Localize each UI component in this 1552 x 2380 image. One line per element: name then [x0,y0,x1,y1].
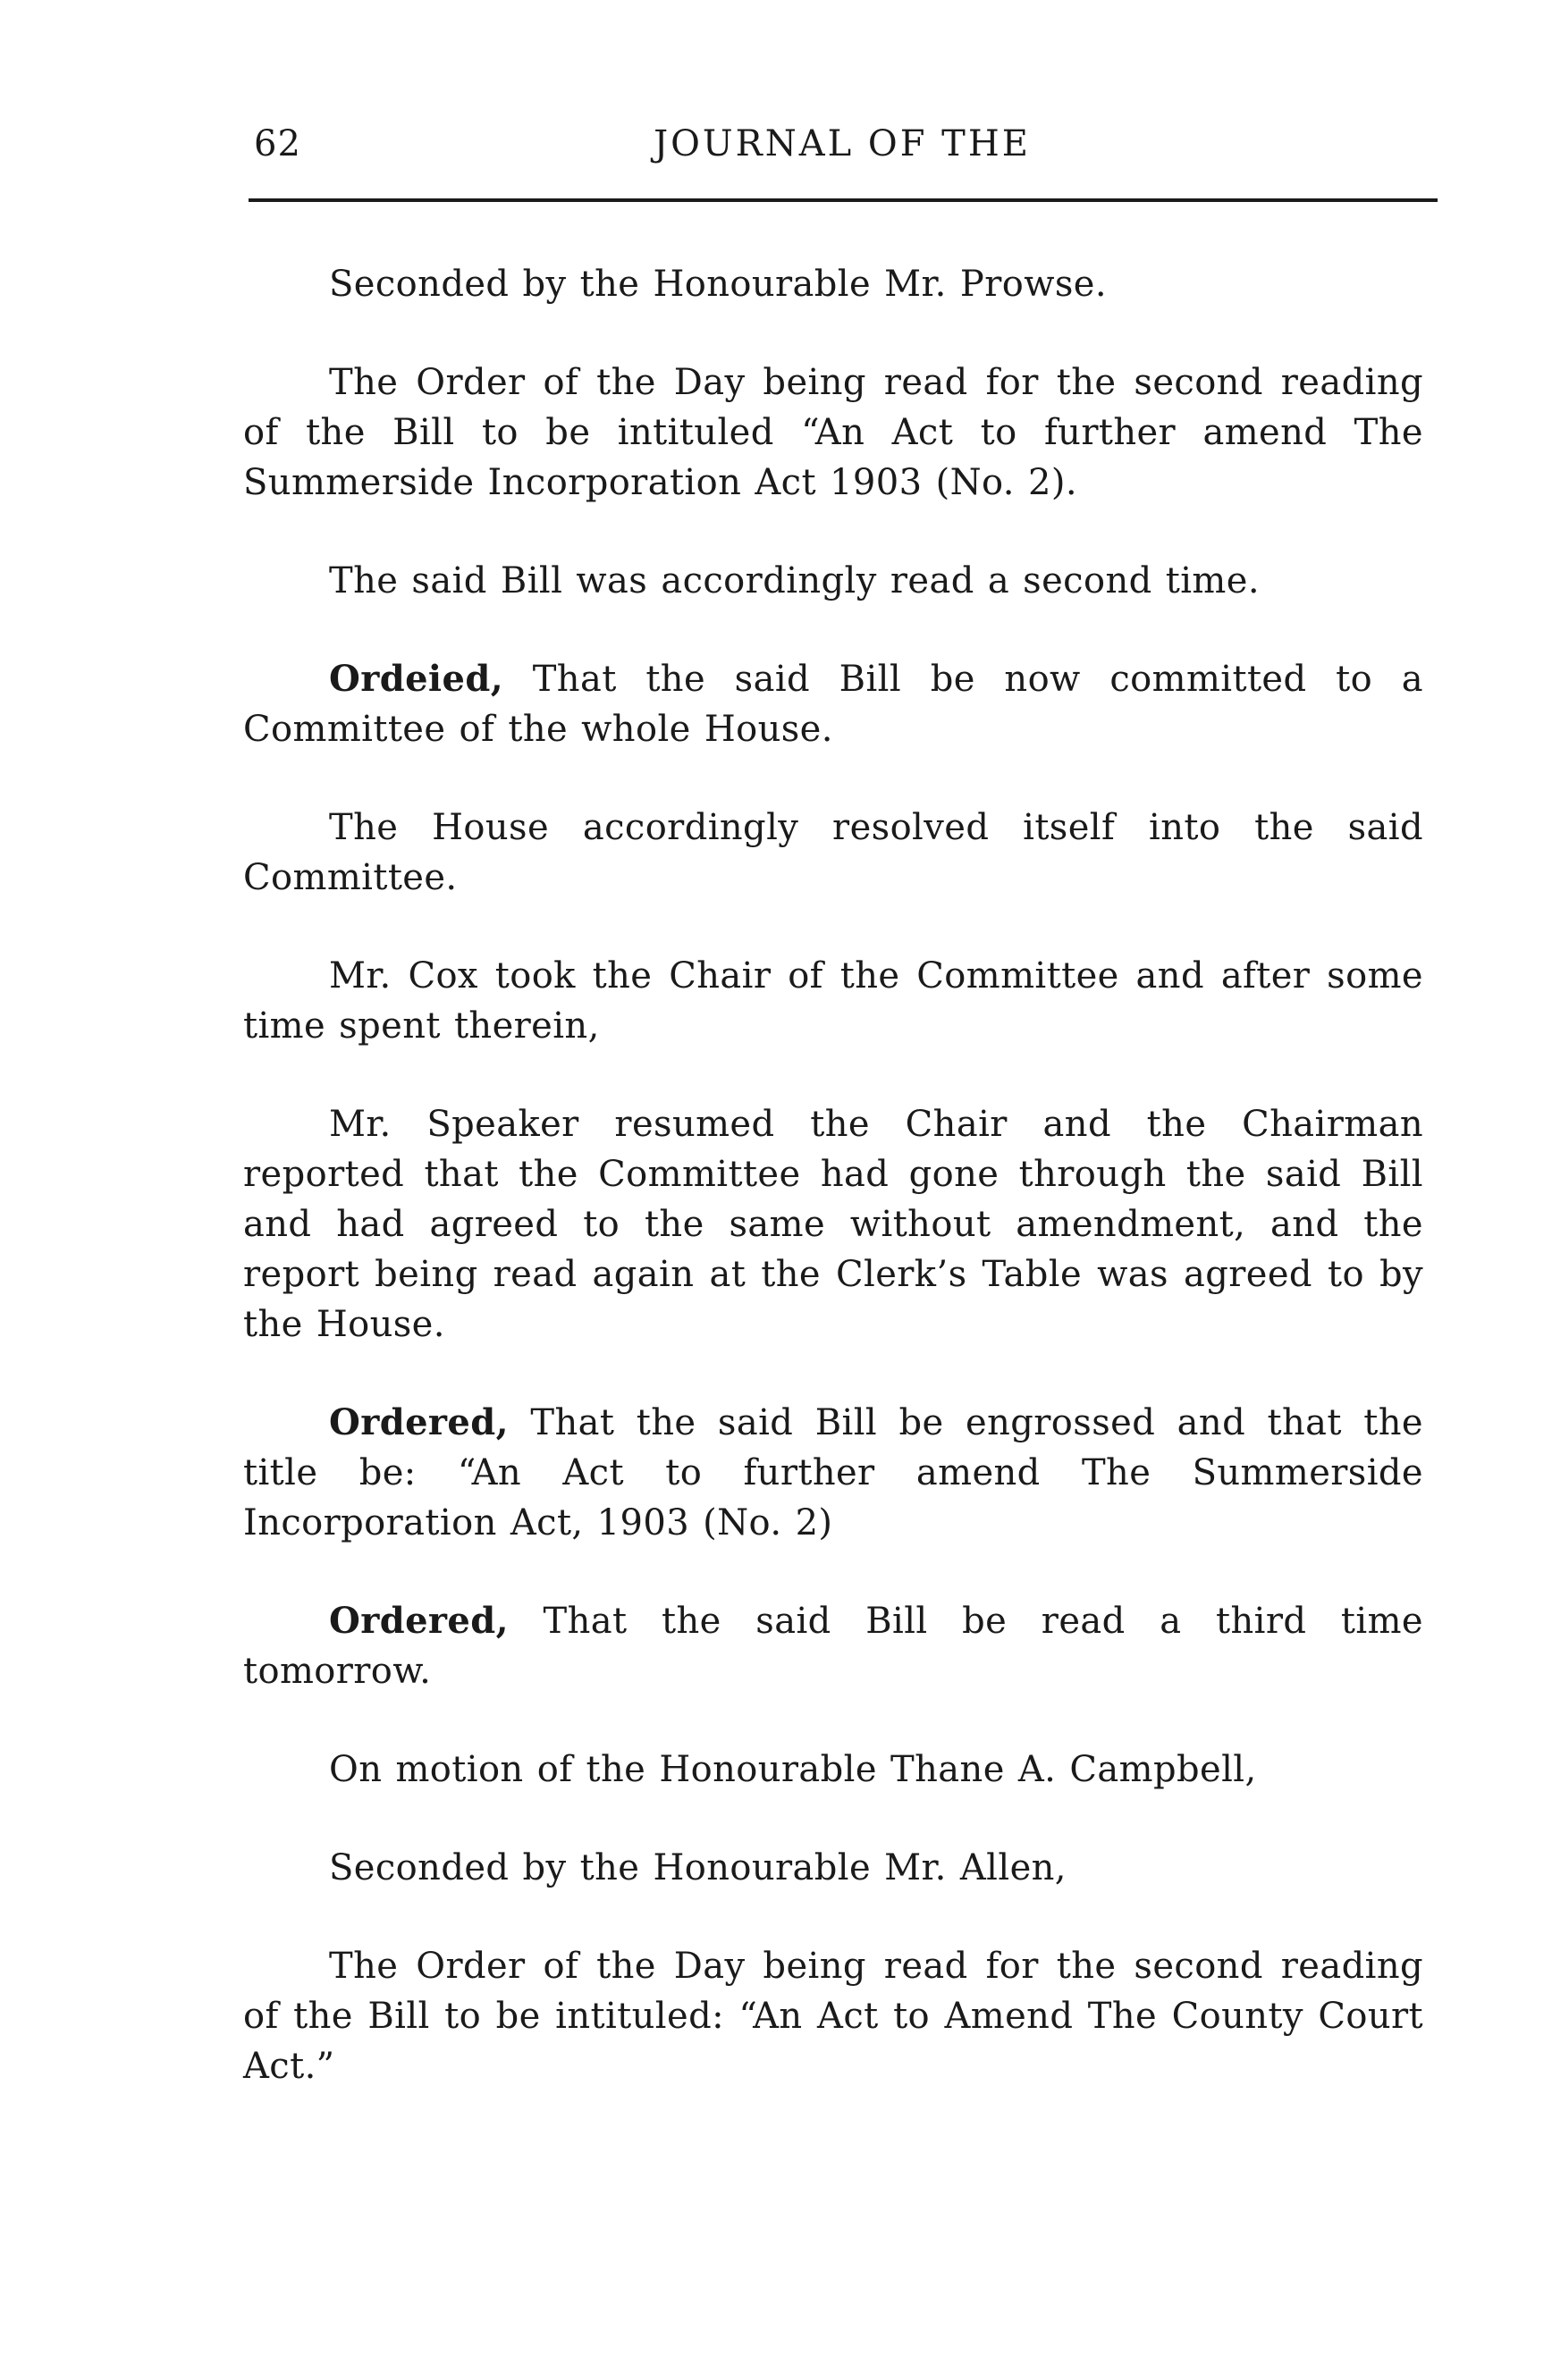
paragraph-text: That the said Bill be now committed to a Committee of the whole House. [243,659,1423,750]
paragraph-ordered-engrossed [243,1398,1423,1548]
paragraph-lead: Ordered, [329,1600,509,1642]
header-rule [249,198,1438,202]
paragraph-ordered-third-reading [243,1596,1423,1696]
paragraph-second-reading [243,556,1423,606]
paragraph-text: Mr. Speaker resumed the Chair and the Chairman reported that the Committee had gone through the said Bill and had agreed to the same without amendment, and the report being read again at the Clerk’s Table was agreed to by the House. [243,1104,1423,1345]
paragraph-lead: Ordeied, [329,658,504,700]
page-number: 62 [254,123,301,164]
paragraph-order-of-day-summerside [243,357,1423,508]
journal-body [243,259,1423,2140]
paragraph-motion-campbell [243,1745,1423,1795]
paragraph-text: Seconded by the Honourable Mr. Allen, [329,1847,1067,1888]
paragraph-text: Seconded by the Honourable Mr. Prowse. [329,264,1107,305]
paragraph-order-of-day-county-court [243,1941,1423,2091]
paragraph-seconded-prowse [243,259,1423,309]
paragraph-text: The Order of the Day being read for the second reading of the Bill to be intituled “An Act to further amend The Summerside Incorporation Act 1903 (No. 2). [243,362,1423,503]
paragraph-text: Mr. Cox took the Chair of the Committee and after some time spent therein, [243,955,1423,1047]
paragraph-text: The House accordingly resolved itself into the said Committee. [243,807,1423,898]
paragraph-text: The Order of the Day being read for the second reading of the Bill to be intituled: “An Act to Amend The County Court Act.” [243,1946,1423,2087]
running-head: JOURNAL OF THE [654,123,1031,164]
paragraph-text: That the said Bill be read a third time tomorrow. [243,1601,1423,1692]
paragraph-ordered-committed [243,654,1423,754]
page-header [243,123,1441,177]
paragraph-house-resolved [243,803,1423,903]
paragraph-seconded-allen [243,1843,1423,1893]
paragraph-cox-chair [243,951,1423,1051]
paragraph-lead: Ordered, [329,1401,509,1443]
paragraph-text: On motion of the Honourable Thane A. Campbell, [329,1749,1257,1790]
paragraph-speaker-resumed [243,1099,1423,1350]
paragraph-text: The said Bill was accordingly read a second time. [329,560,1260,601]
paragraph-text: That the said Bill be engrossed and that the title be: “An Act to further amend The Summerside Incorporation Act, 1903 (No. 2) [243,1402,1423,1543]
